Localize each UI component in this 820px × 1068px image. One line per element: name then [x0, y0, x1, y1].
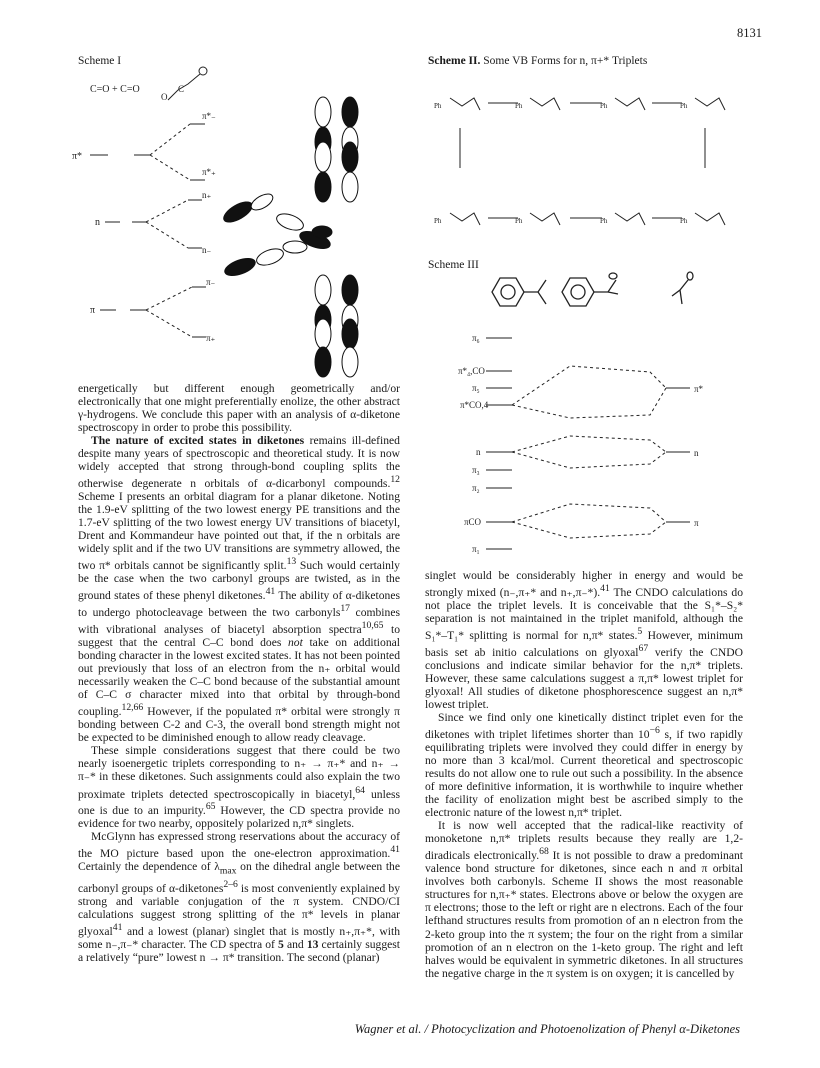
- scheme1-diagram: [60, 62, 390, 380]
- scheme3-pi-star-right: π*: [694, 384, 704, 394]
- scheme1-pi-star: π*: [72, 151, 83, 162]
- scheme2-ph-2: Ph: [515, 102, 523, 110]
- scheme2-ph-1: Ph: [434, 102, 442, 110]
- scheme3-n-right: n: [694, 448, 699, 458]
- scheme3-pi5: π₅: [472, 383, 480, 393]
- scheme1-pi-plus: π₊: [206, 333, 216, 343]
- scheme1-n-plus: n₊: [202, 190, 212, 200]
- scheme2-ph-5: Ph: [434, 217, 442, 225]
- left-column-paragraph: energetically but different enough geometrically and/or electronically that one might preferentially enolize, the other abstract γ-hydrogens. We conclude this paper with an analysis of α-diketone spectroscopy in order to probe this possibility.: [78, 382, 400, 435]
- scheme2-subtitle: Some VB Forms for n, π+* Triplets: [483, 55, 648, 67]
- scheme1-pi-star-minus: π*₋: [202, 111, 216, 121]
- scheme2-ph-4: Ph: [680, 102, 688, 110]
- right-column-paragraph: It is now well accepted that the radical-like reactivity of monoketone n,π* triplets results because they really are 1,2-diradicals electronically.$^{68}$ It is not possible to draw a predominant valence bond structure for diketones, since each n and π orbital involves both carbonyls. Scheme II shows the most reasonable structures for n,π₊* states. Electrons above or below the oxygen are π electrons; those to the left or right are n electrons. Each of the four lefthand structures results from promotion of an n electron from the 2-keto group into the π system; the four on the right from a similar promotion of an n electron on the 1-keto group. The right and left halves would be equivalent in symmetric diketones. In all structures the negative charge in the π system is on oxygen; it is cancelled by: [425, 819, 743, 980]
- left-column-paragraph: The nature of excited states in diketones remains ill-defined despite many years of spectroscopic and theoretical study. It is now widely accepted that strong through-bond coupling splits the otherwise degenerate n orbitals of α-dicarbonyl compounds.$^{12}$ Scheme I presents an orbital diagram for a planar diketone. Noting the 1.9-eV splitting of the two lowest energy PE transitions and the 1.7-eV splitting of the two lowest energy UV transitions of biacetyl, Drent and Kommandeur have pointed out that, if the n orbitals are widely split and if the two UV transitions are symmetry allowed, the two π* orbitals cannot be significantly split.$^{13}$ Such would certainly be the case when the two carbonyl groups are twisted, as in the ground states of these phenyl diketones.$^{41}$ The ability of α-diketones to undergo photocleavage between the two carbonyls$^{17}$ combines with vibrational analyses of biacetyl absorption spectra$^{10,65}$ to suggest that the central C–C bond does not take on additional bonding character in the lowest excited states. It has not been pointed out previously that loss of an electron from the n₊ orbital would necessarily weaken the C–C bond because of the substantial amount of C–C σ character mixed into that orbital by through-bond coupling.$^{12,66}$ However, if the populated π* orbital were strongly π bonding between C-2 and C-3, the overall bond strength might not be expected to be diminished enough to allow ready cleavage.: [78, 434, 401, 745]
- scheme3-pico: πCO: [464, 517, 482, 527]
- scheme3-pi6: π₆: [472, 333, 480, 343]
- right-column-paragraph: Since we find only one kinetically distinct triplet even for the diketones with triplet lifetimes shorter than $10^{-6}$ s, if two rapidly equilibrating triplets were involved they could differ in energy by no more than 3 kcal/mol. Current theoretical and spectroscopic results do not allow one to rule out such a possibility. In the absence of more definitive information, it is worthwhile to inquire whether the facility of enolization might best be ascribed simply to the electronic nature of the lowest n,π* triplet.: [425, 711, 743, 820]
- scheme3-pi2: π₂: [472, 483, 480, 493]
- scheme3-title: Scheme III: [428, 259, 479, 271]
- svg-text:C: C: [178, 84, 185, 94]
- scheme3-pi1: π₁: [472, 544, 480, 554]
- left-column-paragraph: These simple considerations suggest that there could be two nearly isoenergetic triplets corresponding to n₊ → π₊* and n₊ → π₋* in these diketones. Such assignments could also explain the two proximate triplets detected spectroscopically in biacetyl,$^{64}$ unless one is due to an impurity.$^{65}$ However, the CD spectra provide no evidence for two nearby, oppositely polarized n,π* singlets.: [78, 744, 400, 831]
- scheme3-pi-right: π: [694, 518, 699, 528]
- page-number: 8131: [737, 26, 762, 40]
- scheme2-ph-7: Ph: [600, 217, 608, 225]
- scheme2-ph-3: Ph: [600, 102, 608, 110]
- scheme3-n-left: n: [476, 447, 481, 457]
- scheme2-heading: [428, 55, 647, 67]
- scheme2-diagram: [420, 68, 740, 248]
- scheme1-pi-minus: π₋: [206, 277, 216, 287]
- scheme1-pi: π: [90, 305, 96, 316]
- scheme2-ph-6: Ph: [515, 217, 523, 225]
- left-column: [78, 382, 400, 964]
- right-column-paragraph: singlet would be considerably higher in energy and would be strongly mixed (n₋,π₊* and n₊,π₋*).$^{41}$ The CNDO calculations do not place the triplet levels. It is conceivable that the S₁*–S₂* separation is not maintained in the triplet manifold, although the S₁*–T₁* splitting is normal for n,π* states.$^5$ However, minimum basis set ab initio calculations on glyoxal$^{67}$ verify the CNDO conclusions and indicate similar behavior for the n,π* triplets. However, these same calculations suggest a π,π* lowest triplet for glyoxal! All studies of diketone phosphorescence suggest an n,π* lowest triplet.: [425, 569, 743, 711]
- scheme1-n-minus: n₋: [202, 245, 212, 255]
- scheme1-mo-left: C=O + C=O: [90, 84, 140, 95]
- svg-text:O: O: [161, 92, 168, 102]
- scheme1-title: Scheme I: [78, 55, 122, 67]
- right-column: [425, 569, 743, 980]
- scheme3-pi3: π₃: [472, 465, 480, 475]
- page-footer: Wagner et al. / Photocyclization and Photoenolization of Phenyl α-Diketones: [354, 1022, 740, 1036]
- scheme2-ph-8: Ph: [680, 217, 688, 225]
- scheme2-title: Scheme II.: [428, 55, 481, 67]
- scheme1-pi-star-plus: π*₊: [202, 167, 216, 177]
- scheme3-pico4: π*CO,4: [460, 400, 489, 410]
- scheme3-pi4co: π*₄,CO: [458, 366, 485, 376]
- scheme1-n: n: [95, 217, 100, 228]
- left-column-paragraph: McGlynn has expressed strong reservations about the accuracy of the MO picture based upon the one-electron approximation.$^{41}$ Certainly the dependence of $\lambda_{max}$ on the dihedral angle between the carbonyl groups of α-diketones$^{2-6}$ is most conveniently explained by strong and variable conjugation of the π system. CNDO/CI calculations suggest strong splitting of the π* levels in planar glyoxal$^{41}$ and a lowest (planar) singlet that is mostly n₊,π₊*, with some n₋,π₋* character. The CD spectra of 5 and 13 certainly suggest a relatively “pure” lowest n → π* transition. The second (planar): [78, 830, 400, 964]
- scheme3-diagram: [420, 268, 740, 568]
